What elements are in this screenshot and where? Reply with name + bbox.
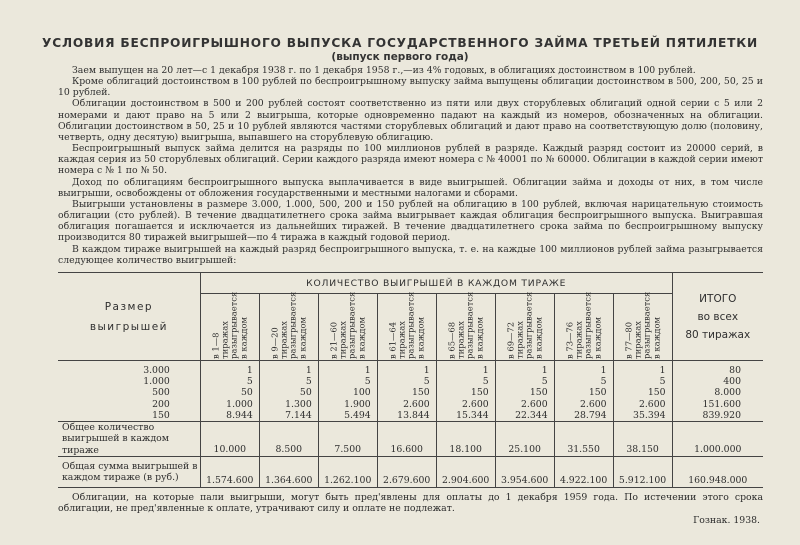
total-header: ИТОГО во всех 80 тиражах bbox=[672, 273, 763, 361]
sum-total: 160.948.000 bbox=[672, 456, 763, 487]
totals-column: 80 400 8.000 151.600 839.920 bbox=[672, 361, 763, 422]
count-row bbox=[58, 422, 763, 457]
paragraph: Заем выпущен на 20 лет—с 1 декабря 1938 г. по 1 декабря 1958 г.,—из 4% годовых, в облигациях достоинством в 100 рублей. bbox=[72, 65, 696, 76]
paragraph: Кроме облигаций достоинством в 100 рублей по беспроигрышному выпуску займа выпущены облигации достоинством в 500, 200, 50, 25 и 10 рублей. bbox=[58, 76, 763, 99]
paragraph: Беспроигрышный выпуск займа делится на разряды по 100 миллионов рублей в разряде. Каждый разряд состоит из 20000 серий, в каждая серия из 50 сторублевых облигаций. Серии каждого разряда имеют номера с № 40001 по № 60000. Облигации в каждой серии имеют номера с № 1 по № 50. bbox=[58, 143, 763, 177]
column-header: в 61—64 тиражах разыгрывается в каждом bbox=[377, 294, 436, 361]
paragraph: Облигации достоинством в 500 и 200 рублей состоят соответственно из пяти или двух сторублевых облигаций одной серии с 5 или 2 номерами и дают право на 5 или 2 выигрыша, которые одновременно падают на каждый из номеров, обозначенных на облигации. Облигации достоинством в 50, 25 и 10 рублей являются частями сторублевых облигаций и дают право на соответствующую долю (половину, четверть, одну десятую) выигрыша, выпавшего на сторублевую облигацию. bbox=[58, 98, 763, 143]
count-value: 8.500 bbox=[259, 422, 318, 457]
draw-column-values: 1 5 100 1.900 5.494 bbox=[318, 361, 377, 422]
sum-value: 5.912.100 bbox=[613, 456, 672, 487]
document-title: УСЛОВИЯ БЕСПРОИГРЫШНОГО ВЫПУСКА ГОСУДАРСТВЕННОГО ЗАЙМА ТРЕТЬЕЙ ПЯТИЛЕТКИ bbox=[42, 36, 758, 50]
draw-column-values: 1 5 50 1.300 7.144 bbox=[259, 361, 318, 422]
count-label: Общее количество выигрышей в каждом тираже bbox=[58, 422, 200, 457]
count-value: 16.600 bbox=[377, 422, 436, 457]
column-header: в 9—20 тиражах разыгрывается в каждом bbox=[259, 294, 318, 361]
count-value: 25.100 bbox=[495, 422, 554, 457]
win-sizes: 3.000 1.000 500 200 150 bbox=[143, 365, 170, 421]
document-subtitle: (выпуск первого года) bbox=[331, 51, 469, 63]
sum-value: 1.364.600 bbox=[259, 456, 318, 487]
sum-value: 3.954.600 bbox=[495, 456, 554, 487]
draw-column-values: 1 5 150 2.600 22.344 bbox=[495, 361, 554, 422]
draw-column-values: 1 5 50 1.000 8.944 bbox=[200, 361, 259, 422]
group-header: КОЛИЧЕСТВО ВЫИГРЫШЕЙ В КАЖДОМ ТИРАЖЕ bbox=[200, 273, 672, 294]
paragraph: Доход по облигациям беспроигрышного выпуска выплачивается в виде выигрышей. Облигации займа и доходы от них, в том числе выигрыши, освобождены от обложения государственными и местными налогами и сборами. bbox=[58, 176, 763, 199]
sum-value: 2.904.600 bbox=[436, 456, 495, 487]
column-header: в 73—76 тиражах разыгрывается в каждом bbox=[554, 294, 613, 361]
column-header: в 69—72 тиражах разыгрывается в каждом bbox=[495, 294, 554, 361]
draw-column-values: 1 5 150 2.600 15.344 bbox=[436, 361, 495, 422]
draw-column-values: 1 5 150 2.600 35.394 bbox=[613, 361, 672, 422]
footer-text: Облигации, на которые пали выигрыши, могут быть пред'явлены для оплаты до 1 декабря 1959 года. По истечении этого срока облигации, не пред'явленные к оплате, утрачивают силу и оплате не подлежат. bbox=[58, 492, 763, 515]
column-header: в 1—8 тиражах разыгрывается в каждом bbox=[200, 294, 259, 361]
conditions-text bbox=[58, 65, 763, 266]
count-value: 10.000 bbox=[200, 422, 259, 457]
sum-value: 2.679.600 bbox=[377, 456, 436, 487]
sum-value: 1.574.600 bbox=[200, 456, 259, 487]
count-value: 31.550 bbox=[554, 422, 613, 457]
paragraph: В каждом тираже выигрышей на каждый разряд беспроигрышного выпуска, т. е. на каждые 100 миллионов рублей займа разыгрывается следующее количество выигрышей: bbox=[58, 243, 763, 266]
sum-value: 4.922.100 bbox=[554, 456, 613, 487]
column-header: в 21—60 тиражах разыгрывается в каждом bbox=[318, 294, 377, 361]
printer-signature: Гознак. 1938. bbox=[693, 515, 760, 526]
sum-label: Общая сумма выигрышей в каждом тираже (в руб.) bbox=[58, 456, 200, 487]
size-header: Размер выигрышей bbox=[58, 273, 200, 361]
sum-value: 1.262.100 bbox=[318, 456, 377, 487]
winnings-table bbox=[58, 272, 763, 488]
count-total: 1.000.000 bbox=[672, 422, 763, 457]
count-value: 18.100 bbox=[436, 422, 495, 457]
paragraph: Выигрыши установлены в размере 3.000, 1.000, 500, 200 и 150 рублей на облигацию в 100 рублей, включая нарицательную стоимость облигации (сто рублей). В течение двадцатилетнего срока займа выигрывает каждая облигация беспроигрышного выпуска. Выигравшая облигация погашается и исключается из дальнейших тиражей. В течение двадцатилетнего срока займа по беспроигрышному выпуску производится 80 тиражей выигрышей—по 4 тиража в каждый годовой период. bbox=[58, 198, 763, 244]
footer-note bbox=[58, 492, 763, 515]
column-header: в 77—80 тиражах разыгрывается в каждом bbox=[613, 294, 672, 361]
count-value: 7.500 bbox=[318, 422, 377, 457]
draw-column-values: 1 5 150 2.600 13.844 bbox=[377, 361, 436, 422]
draw-column-values: 1 5 150 2.600 28.794 bbox=[554, 361, 613, 422]
column-header: в 65—68 тиражах разыгрывается в каждом bbox=[436, 294, 495, 361]
count-value: 38.150 bbox=[613, 422, 672, 457]
sum-row bbox=[58, 456, 763, 487]
